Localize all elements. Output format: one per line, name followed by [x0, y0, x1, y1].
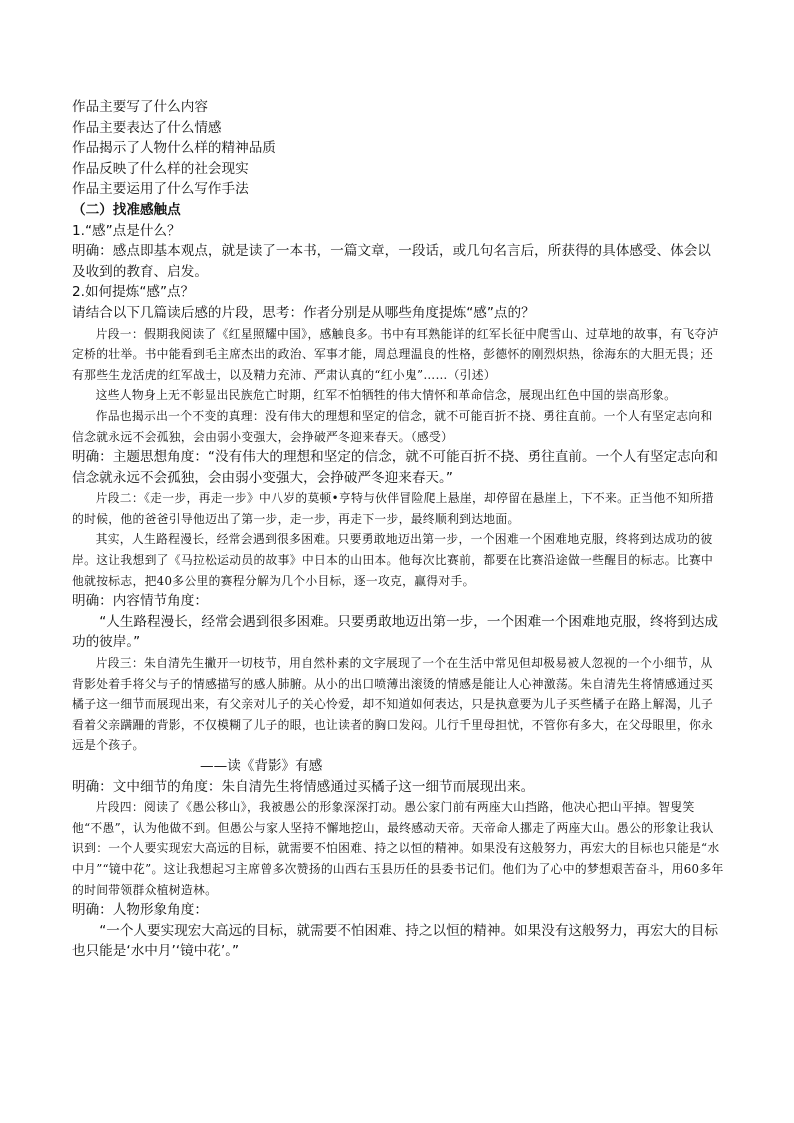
fragment-4-answer-label: 明确：人物形象角度： [72, 902, 208, 919]
fragment-2-answer-label: 明确：内容情节角度： [72, 593, 208, 610]
summary-line-3: 作品揭示了人物什么样的精神品质 [72, 140, 276, 157]
fragment-3-source: ——读《背影》有感 [200, 758, 323, 774]
fragment-4-answer-quote: “一个人要实现宏大高远的目标，就需要不怕困难、持之以恒的精神。如果没有这般努力，再宏大的目标也只能是‘水中月’‘镜中花’。” [72, 922, 718, 960]
summary-line-4: 作品反映了什么样的社会现实 [72, 160, 249, 177]
document-body [72, 97, 724, 962]
fragment-2-paragraph-2: 其实，人生路程漫长，经常会遇到很多困难。只要勇敢地迈出第一步，一个困难一个困难地克服，终将到达成功的彼岸。这让我想到了《马拉松运动员的故事》中日本的山田本。他每次比赛前，都要在比赛沿途做一些醒目的标志。比赛中他就按标志，把40多公里的赛程分解为几个小目标，逐一攻克，赢得对手。 [72, 532, 714, 588]
question-1: 1.“感”点是什么？ [72, 222, 181, 239]
fragment-2-answer-quote: “人生路程漫长，经常会遇到很多困难。只要勇敢地迈出第一步，一个困难一个困难地克服，终将到达成功的彼岸。” [72, 613, 718, 651]
fragment-1-paragraph-2: 这些人物身上无不彰显出民族危亡时期，红军不怕牺牲的伟大情怀和革命信念，展现出红色中国的崇高形象。 [95, 388, 677, 403]
fragment-4-paragraph-1: 片段四：阅读了《愚公移山》，我被愚公的形象深深打动。愚公家门前有两座大山挡路，他决心把山平掉。智叟笑他“不愚”，认为他做不到。但愚公与家人坚持不懈地挖山，最终感动天帝。天帝命人挪走了两座大山。愚公的形象让我认识到：一个人要实现宏大高远的目标，就需要不怕困难、持之以恒的精神。如果没有这般努力，再宏大的目标也只能是“水中月”“镜中花”。这让我想起习主席曾多次赞扬的山西右玉县历任的县委书记们。他们为了心中的梦想艰苦奋斗，用60多年的时间带领群众植树造林。 [72, 800, 724, 897]
fragment-1-paragraph-1: 片段一：假期我阅读了《红星照耀中国》，感触良多。书中有耳熟能详的红军长征中爬雪山、过草地的故事，有飞夺泸定桥的壮举。书中能看到毛主席杰出的政治、军事才能，周总理温良的性格，彭德怀的刚烈炽热，徐海东的大胆无畏；还有那些生龙活虎的红军战士，以及精力充沛、严肃认真的“红小鬼”……（引述） [72, 326, 719, 382]
summary-line-1: 作品主要写了什么内容 [72, 99, 208, 115]
question-2: 2.如何提炼“感”点？ [72, 284, 195, 301]
question-1-answer: 明确：感点即基本观点，就是读了一本书，一篇文章，一段话，或几句名言后，所获得的具体感受、体会以及收到的教育、启发。 [72, 243, 711, 280]
question-2-instruction: 请结合以下几篇读后感的片段，思考：作者分别是从哪些角度提炼“感”点的？ [72, 304, 535, 321]
section-heading: （二）找准感触点 [72, 201, 181, 218]
fragment-1-answer: 明确：主题思想角度：“没有伟大的理想和坚定的信念，就不可能百折不挠、勇往直前。一个人有坚定志向和信念就永远不会孤独，会由弱小变强大，会挣破严冬迎来春天。” [72, 449, 718, 486]
fragment-1-paragraph-3: 作品也揭示出一个不变的真理：没有伟大的理想和坚定的信念，就不可能百折不挠、勇往直前。一个人有坚定志向和信念就永远不会孤独，会由弱小变强大，会挣破严冬迎来春天。（感受） [72, 408, 713, 444]
summary-line-2: 作品主要表达了什么情感 [72, 119, 222, 136]
fragment-3-answer: 明确：文中细节的角度：朱自清先生将情感通过买橘子这一细节而展现出来。 [72, 778, 535, 795]
summary-line-5: 作品主要运用了什么写作手法 [72, 181, 249, 198]
fragment-2-paragraph-1: 片段二：《走一步，再走一步》中八岁的莫顿•亨特与伙伴冒险爬上悬崖，却停留在悬崖上，下不来。正当他不知所措的时候，他的爸爸引导他迈出了第一步，走一步，再走下一步，最终顺利到达地面。 [72, 491, 714, 526]
fragment-3-paragraph-1: 片段三：朱自清先生撇开一切枝节，用自然朴素的文字展现了一个在生活中常见但却极易被人忽视的一个小细节，从背影处着手将父与子的情感描写的感人肺腑。从小的出口喷薄出滚烫的情感是能让人心神激荡。朱自清先生将情感通过买橘子这一细节而展现出来，有父亲对儿子的关心怜爱，却不知道如何表达，只是执意要为儿子买些橘子在路上解渴，儿子看着父亲蹒跚的背影，不仅模糊了儿子的眼，也让读者的胸口发闷。儿行千里母担忧，不管你有多大，在父母眼里，你永远是个孩子。 [72, 656, 714, 753]
